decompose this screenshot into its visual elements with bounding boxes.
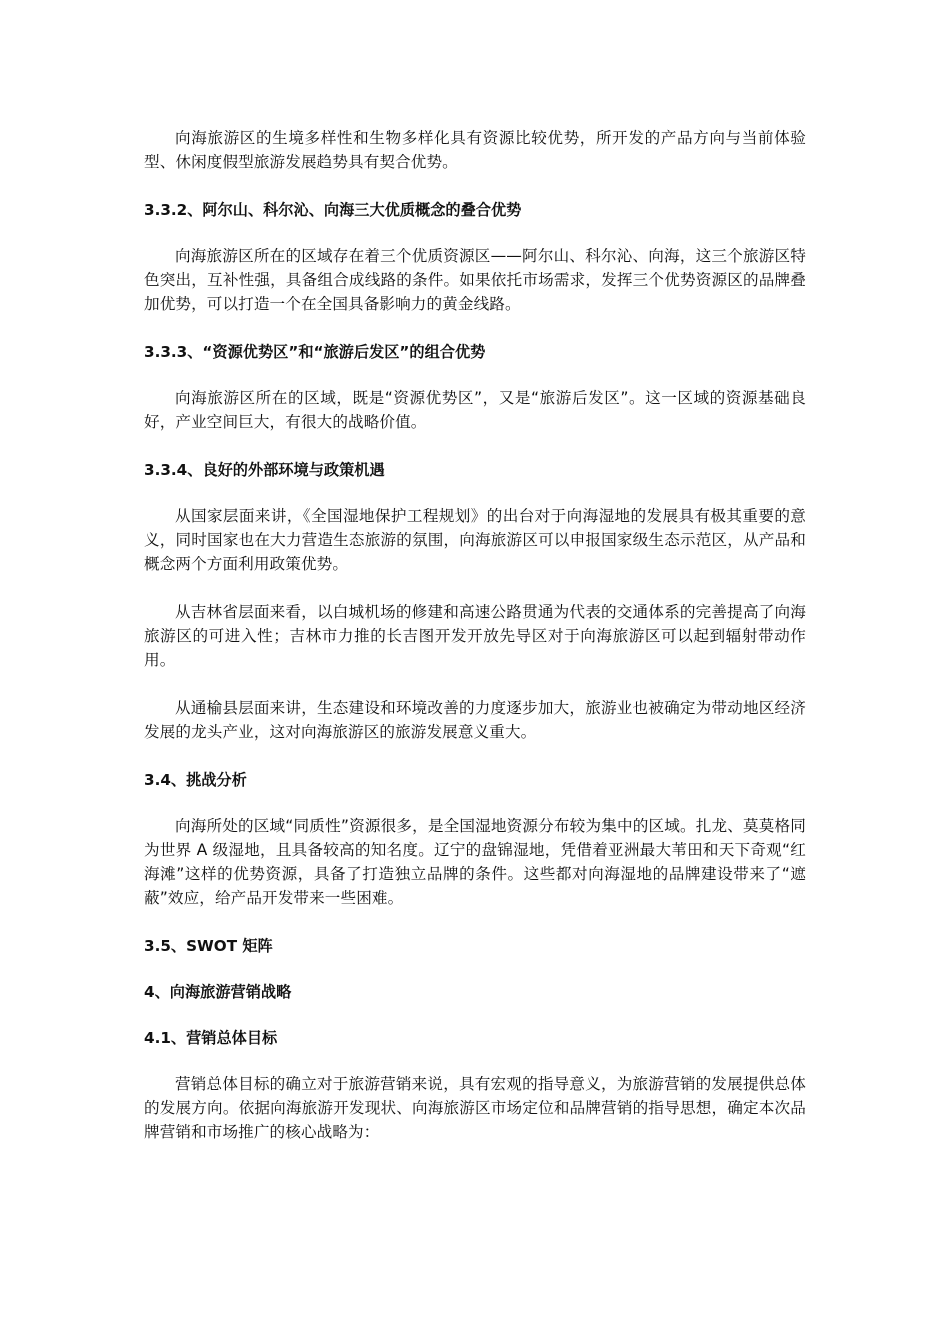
paragraph-biodiversity-advantage: 向海旅游区的生境多样性和生物多样化具有资源比较优势，所开发的产品方向与当前体验型、休闲度假型旅游发展趋势具有契合优势。 — [144, 129, 806, 171]
heading-3-5: 3.5、SWOT 矩阵 — [144, 937, 273, 955]
paragraph-resource-advantage-zone: 向海旅游区所在的区域，既是“资源优势区”，又是“旅游后发区”。这一区域的资源基础良好，产业空间巨大，有很大的战略价值。 — [144, 389, 806, 431]
paragraph-county-level: 从通榆县层面来讲，生态建设和环境改善的力度逐步加大，旅游业也被确定为带动地区经济发展的龙头产业，这对向海旅游区的旅游发展意义重大。 — [144, 699, 806, 741]
heading-3-3-2: 3.3.2、阿尔山、科尔沁、向海三大优质概念的叠合优势 — [144, 201, 522, 219]
heading-3-3-4: 3.3.4、良好的外部环境与政策机遇 — [144, 461, 385, 479]
heading-4: 4、向海旅游营销战略 — [144, 983, 292, 1001]
paragraph-national-level: 从国家层面来讲，《全国湿地保护工程规划》的出台对于向海湿地的发展具有极其重要的意义，同时国家也在大力营造生态旅游的氛围，向海旅游区可以申报国家级生态示范区，从产品和概念两个方面利用政策优势。 — [144, 507, 806, 573]
heading-3-4: 3.4、挑战分析 — [144, 771, 247, 789]
paragraph-marketing-goal: 营销总体目标的确立对于旅游营销来说，具有宏观的指导意义，为旅游营销的发展提供总体的发展方向。依据向海旅游开发现状、向海旅游区市场定位和品牌营销的指导思想，确定本次品牌营销和市场推广的核心战略为： — [144, 1075, 806, 1141]
paragraph-province-level: 从吉林省层面来看，以白城机场的修建和高速公路贯通为代表的交通体系的完善提高了向海旅游区的可进入性；吉林市力推的长吉图开发开放先导区对于向海旅游区可以起到辐射带动作用。 — [144, 603, 806, 669]
heading-4-1: 4.1、营销总体目标 — [144, 1029, 278, 1047]
document-page — [144, 126, 806, 1144]
paragraph-challenge-analysis: 向海所处的区域“同质性”资源很多，是全国湿地资源分布较为集中的区域。扎龙、莫莫格同为世界 A 级湿地，且具备较高的知名度。辽宁的盘锦湿地，凭借着亚洲最大苇田和天下奇观“红海滩”这样的优势资源，具备了打造独立品牌的条件。这些都对向海湿地的品牌建设带来了“遮蔽”效应，给产品开发带来一些困难。 — [144, 817, 806, 907]
paragraph-three-regions: 向海旅游区所在的区域存在着三个优质资源区——阿尔山、科尔沁、向海，这三个旅游区特色突出，互补性强，具备组合成线路的条件。如果依托市场需求，发挥三个优势资源区的品牌叠加优势，可以打造一个在全国具备影响力的黄金线路。 — [144, 247, 806, 313]
heading-3-3-3: 3.3.3、“资源优势区”和“旅游后发区”的组合优势 — [144, 343, 486, 361]
